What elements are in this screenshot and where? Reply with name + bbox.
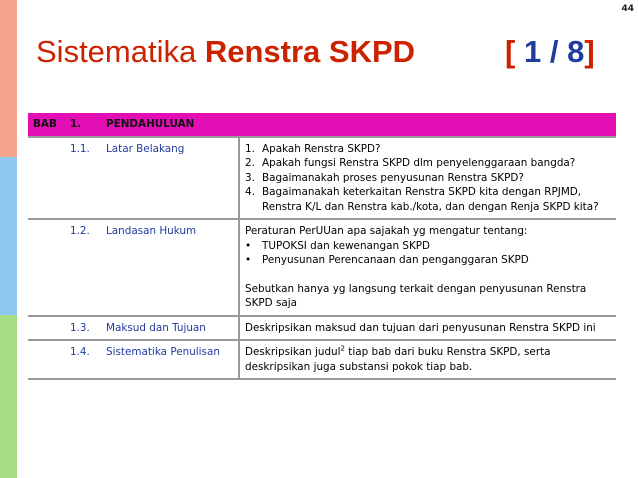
section-number: 1.3. <box>65 316 101 341</box>
list-item: 2. Apakah fungsi Renstra SKPD dlm penyelenggaraan bangda? <box>245 157 576 169</box>
table-row-landasan-hukum <box>28 219 616 316</box>
section-number: 1.4. <box>65 340 101 379</box>
counter-open: [ <box>505 34 516 69</box>
slide-counter <box>505 34 595 70</box>
list-item: 4. Bagaimanakah keterkaitan Renstra SKPD kita dengan RPJMD, Renstra K/L dan Renstra kab./kota, dan dengan Renja SKPD kita? <box>245 186 599 213</box>
list-item: • Penyusunan Perencanaan dan penganggaran SKPD <box>245 254 529 266</box>
section-description <box>239 137 616 220</box>
section-topic: Latar Belakang <box>101 137 239 220</box>
list-item: 1. Apakah Renstra SKPD? <box>245 142 381 155</box>
chapter-header-row <box>28 113 616 137</box>
chapter-name: PENDAHULUAN <box>101 113 616 137</box>
section-topic: Landasan Hukum <box>101 219 239 316</box>
table-row-latar-belakang <box>28 137 616 220</box>
section-number: 1.1. <box>65 137 101 220</box>
counter-current: 1 <box>523 34 542 69</box>
bullet-list <box>245 239 611 268</box>
section-number: 1.2. <box>65 219 101 316</box>
section-topic: Maksud dan Tujuan <box>101 316 239 341</box>
counter-separator: / <box>549 34 559 69</box>
section-description: Deskripsikan maksud dan tujuan dari penyusunan Renstra SKPD ini <box>239 316 616 341</box>
chapter-bab-label: BAB <box>28 113 65 137</box>
table-row-sistematika-penulisan <box>28 340 616 379</box>
slide-title <box>36 34 415 70</box>
counter-close: ] <box>584 34 595 69</box>
section-intro: Peraturan PerUUan apa sajakah yg mengatur tentang: <box>245 225 528 237</box>
table-row-maksud-tujuan <box>28 316 616 341</box>
list-item: • TUPOKSI dan kewenangan SKPD <box>245 239 431 252</box>
title-emphasis: Renstra SKPD <box>204 34 416 69</box>
outline-table <box>28 113 616 380</box>
side-strip-green <box>0 315 17 478</box>
section-description: Deskripsikan judul$^2$ tiap bab dari buku Renstra SKPD, serta deskripsikan juga substansi pokok tiap bab. <box>239 340 616 379</box>
section-description <box>239 219 616 316</box>
title-prefix: Sistematika <box>36 34 197 69</box>
chapter-number: 1. <box>65 113 101 137</box>
side-strip-orange <box>0 0 17 157</box>
list-item: 3. Bagaimanakah proses penyusunan Renstra SKPD? <box>245 171 524 184</box>
side-strip-blue <box>0 157 17 315</box>
counter-total: 8 <box>567 34 585 69</box>
page-number: 44 <box>621 4 634 14</box>
section-topic: Sistematika Penulisan <box>101 340 239 379</box>
question-list <box>245 142 611 215</box>
section-note: Sebutkan hanya yg langsung terkait dengan penyusunan Renstra SKPD saja <box>245 282 587 309</box>
